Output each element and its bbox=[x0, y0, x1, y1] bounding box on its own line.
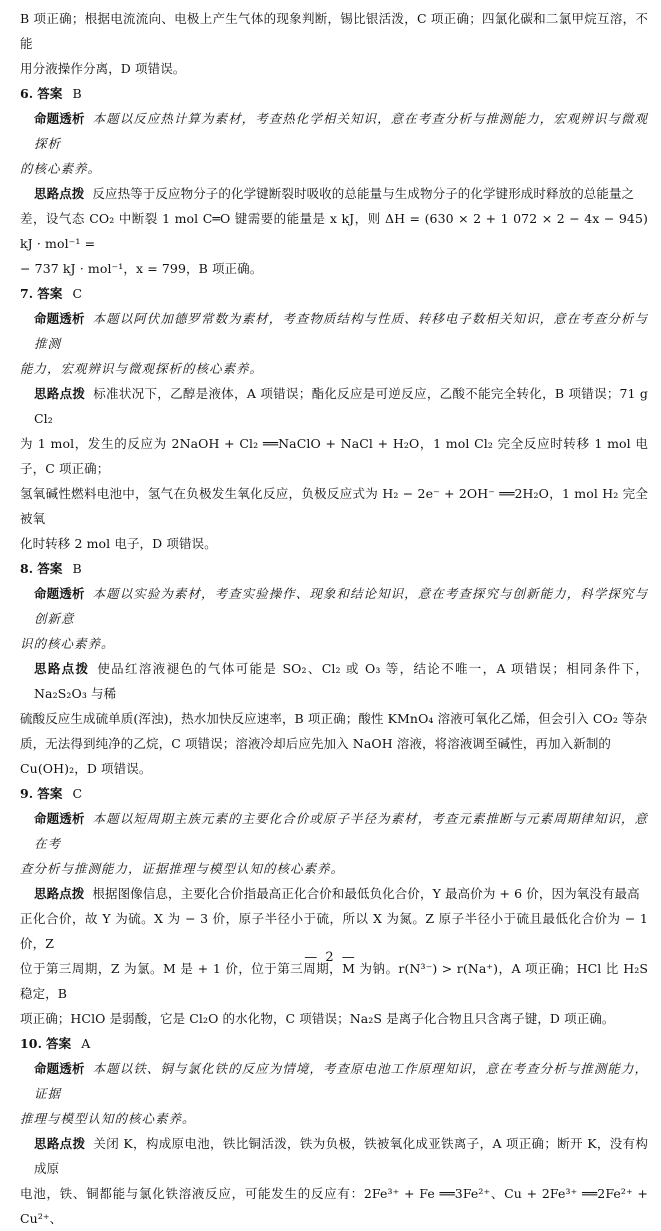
hint-line: 正化合价，故 Y 为硫。X 为 − 3 价，原子半径小于硫，所以 X 为氮。Z 原子半径小于硫且最低化合价为 − 1 价，Z bbox=[20, 911, 648, 951]
intro-label: 命题透析 bbox=[34, 1061, 85, 1076]
answer-value: C bbox=[72, 286, 83, 301]
intro-line: 本题以实验为素材，考查实验操作、现象和结论知识，意在考查探究与创新能力，科学探究与创新意 bbox=[34, 586, 648, 626]
hint-label: 思路点拨 bbox=[34, 1136, 86, 1151]
question-7-answer bbox=[20, 281, 648, 306]
intro-line bbox=[20, 356, 648, 381]
intro-line bbox=[20, 156, 648, 181]
intro-label: 命题透析 bbox=[34, 311, 85, 326]
page-number: — 2 — bbox=[304, 950, 357, 965]
question-9-answer bbox=[20, 781, 648, 806]
answer-label: 答案 bbox=[37, 786, 63, 801]
hint-line: 差，设气态 CO₂ 中断裂 1 mol C═O 键需要的能量是 x kJ，则 ΔH = (630 × 2 + 1 072 × 2 − 4x − 945) kJ · mol⁻¹ = bbox=[20, 211, 648, 251]
hint-line: 根据图像信息，主要化合价指最高正化合价和最低负化合价，Y 最高价为 + 6 价，因为氧没有最高 bbox=[92, 886, 640, 901]
answer-value: B bbox=[72, 561, 82, 576]
hint-line: 氢氧碱性燃料电池中，氢气在负极发生氧化反应，负极反应式为 H₂ − 2e⁻ + 2OH⁻ ══2H₂O，1 mol H₂ 完全被氧 bbox=[20, 486, 648, 526]
top-line-1: B 项正确；根据电流流向、电极上产生气体的现象判断，锡比银活泼，C 项正确；四氯化碳和二氯甲烷互溶，不能 bbox=[20, 11, 648, 51]
hint-line: Cu(OH)₂，D 项错误。 bbox=[20, 761, 152, 776]
hint-line: 位于第三周期，Z 为氯。M 是 + 1 价，位于第三周期，M 为钠。r(N³⁻) > r(Na⁺)，A 项正确；HCl 比 H₂S 稳定，B bbox=[20, 961, 648, 1001]
question-10-answer bbox=[20, 1031, 648, 1056]
intro-line-text: 推理与模型认知的核心素养。 bbox=[20, 1111, 196, 1126]
intro-line-text: 查分析与推测能力，证据推理与模型认知的核心素养。 bbox=[20, 861, 345, 876]
question-6-hint bbox=[20, 181, 648, 206]
answer-label: 答案 bbox=[37, 286, 63, 301]
question-number: 10. bbox=[20, 1036, 43, 1051]
answer-value: C bbox=[72, 786, 83, 801]
question-number: 7. bbox=[20, 286, 34, 301]
hint-label: 思路点拨 bbox=[34, 886, 85, 901]
question-9-intro bbox=[20, 806, 648, 856]
question-10-intro bbox=[20, 1056, 648, 1106]
hint-line: 电池，铁、铜都能与氯化铁溶液反应，可能发生的反应有：2Fe³⁺ + Fe ══3Fe²⁺、Cu + 2Fe³⁺ ══2Fe²⁺ + Cu²⁺、 bbox=[20, 1186, 648, 1226]
hint-line: 标准状况下，乙醇是液体，A 项错误；酯化反应是可逆反应，乙酸不能完全转化，B 项错误；71 g Cl₂ bbox=[34, 386, 648, 426]
intro-line: 本题以短周期主族元素的主要化合价或原子半径为素材，考查元素推断与元素周期律知识，意在考 bbox=[34, 811, 648, 851]
intro-line: 本题以铁、铜与氯化铁的反应为情境，考查原电池工作原理知识，意在考查分析与推测能力，证据 bbox=[34, 1061, 648, 1101]
question-number: 6. bbox=[20, 86, 34, 101]
hint-label: 思路点拨 bbox=[34, 186, 85, 201]
intro-line bbox=[20, 1106, 648, 1131]
question-10-hint bbox=[20, 1131, 648, 1181]
hint-line: 关闭 K，构成原电池，铁比铜活泼，铁为负极，铁被氧化成亚铁离子，A 项正确；断开 K，没有构成原 bbox=[34, 1136, 648, 1176]
intro-line bbox=[20, 856, 648, 881]
hint-line: 硫酸反应生成硫单质(浑浊)，热水加快反应速率，B 项正确；酸性 KMnO₄ 溶液可氧化乙烯，但会引入 CO₂ 等杂 bbox=[20, 711, 648, 726]
hint-line: 项正确；HClO 是弱酸，它是 Cl₂O 的水化物，C 项错误；Na₂S 是离子化合物且只含离子键，D 项正确。 bbox=[20, 1011, 615, 1026]
answer-label: 答案 bbox=[46, 1036, 72, 1051]
intro-line: 本题以反应热计算为素材，考查热化学相关知识，意在考查分析与推测能力，宏观辨识与微观探析 bbox=[34, 111, 648, 151]
intro-label: 命题透析 bbox=[34, 811, 85, 826]
intro-line bbox=[20, 631, 648, 656]
question-8-hint bbox=[20, 656, 648, 706]
hint-label: 思路点拨 bbox=[34, 661, 90, 676]
answer-value: B bbox=[72, 86, 82, 101]
question-9-hint bbox=[20, 881, 648, 906]
question-7-intro bbox=[20, 306, 648, 356]
question-6-intro bbox=[20, 106, 648, 156]
question-number: 8. bbox=[20, 561, 34, 576]
intro-label: 命题透析 bbox=[34, 111, 85, 126]
hint-label: 思路点拨 bbox=[34, 386, 86, 401]
intro-line-text: 识的核心素养。 bbox=[20, 636, 115, 651]
hint-line: 为 1 mol，发生的反应为 2NaOH + Cl₂ ══NaClO + NaCl + H₂O，1 mol Cl₂ 完全反应时转移 1 mol 电子，C 项正确； bbox=[20, 436, 648, 476]
hint-line: 反应热等于反应物分子的化学键断裂时吸收的总能量与生成物分子的化学键形成时释放的总能量之 bbox=[92, 186, 635, 201]
question-6-answer bbox=[20, 81, 648, 106]
intro-line-text: 的核心素养。 bbox=[20, 161, 102, 176]
question-8-answer bbox=[20, 556, 648, 581]
top-line-2: 用分液操作分离，D 项错误。 bbox=[20, 61, 186, 76]
answer-value: A bbox=[81, 1036, 91, 1051]
hint-line: 化时转移 2 mol 电子，D 项错误。 bbox=[20, 536, 217, 551]
question-8-intro bbox=[20, 581, 648, 631]
hint-line: − 737 kJ · mol⁻¹，x = 799，B 项正确。 bbox=[20, 261, 263, 276]
hint-line: 使品红溶液褪色的气体可能是 SO₂、Cl₂ 或 O₃ 等，结论不唯一，A 项错误；相同条件下，Na₂S₂O₃ 与稀 bbox=[34, 661, 648, 701]
intro-line: 本题以阿伏加德罗常数为素材，考查物质结构与性质、转移电子数相关知识，意在考查分析与推测 bbox=[34, 311, 648, 351]
question-number: 9. bbox=[20, 786, 34, 801]
intro-label: 命题透析 bbox=[34, 586, 85, 601]
question-7-hint bbox=[20, 381, 648, 431]
document-page bbox=[20, 6, 648, 1231]
answer-label: 答案 bbox=[37, 561, 63, 576]
answer-label: 答案 bbox=[37, 86, 63, 101]
hint-line: 质，无法得到纯净的乙烷，C 项错误；溶液冷却后应先加入 NaOH 溶液，将溶液调至碱性，再加入新制的 bbox=[20, 736, 612, 751]
intro-line-text: 能力，宏观辨识与微观探析的核心素养。 bbox=[20, 361, 264, 376]
